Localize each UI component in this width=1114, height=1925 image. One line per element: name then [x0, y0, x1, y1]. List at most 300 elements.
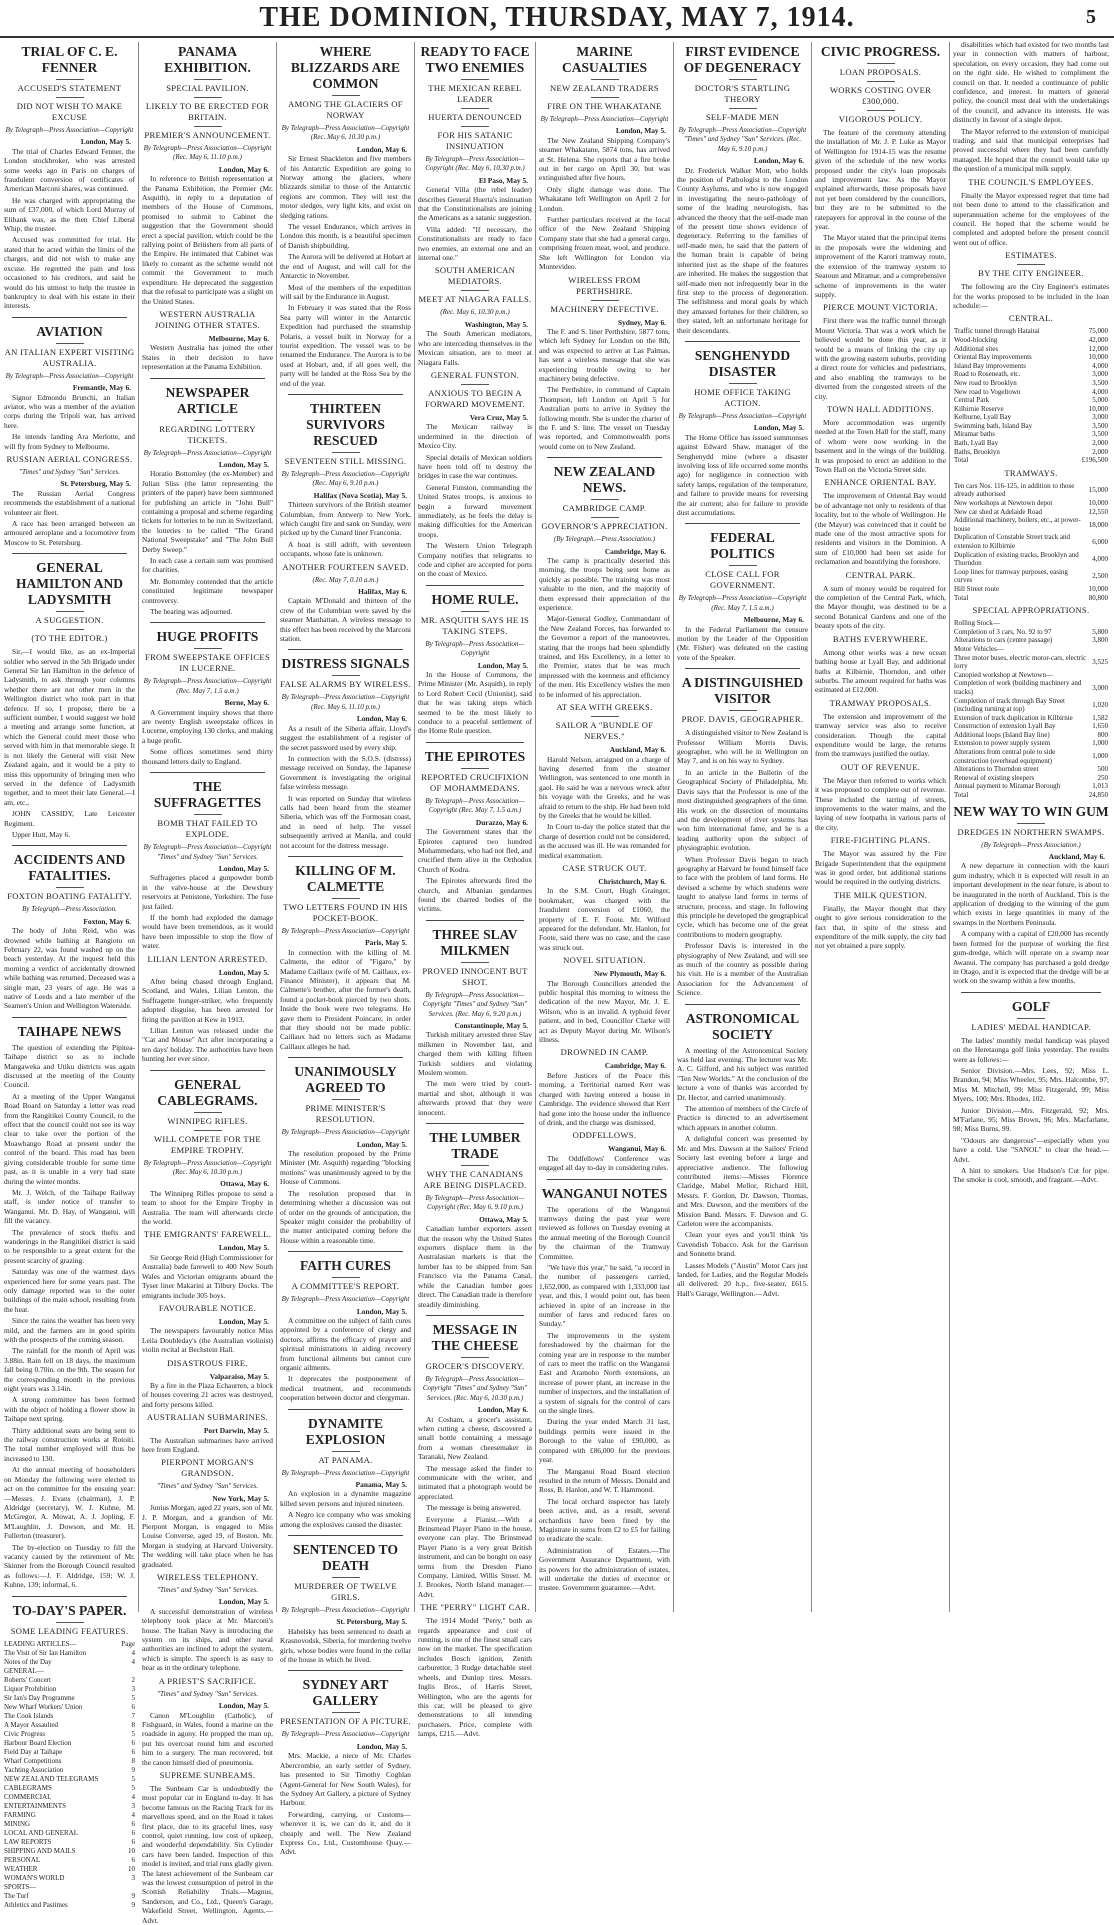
estimates-amount: 3,000: [1092, 683, 1108, 692]
article-divider: [288, 1251, 403, 1252]
column-2: [142, 40, 273, 1925]
feature-label: ENTERTAINMENTS: [4, 1801, 67, 1810]
article-divider: [288, 394, 403, 395]
article-byline: By Telegraph—Press Association—Copyright "Times" and Sydney "Sun" Services. (Rec. May 6, 9.20 p.m.): [422, 990, 528, 1018]
feature-row: [4, 1811, 135, 1820]
article-paragraph: A hint to smokers. Use Hudson's Cut for pipe. The smoke is cool, smooth, and fragrant.—Advt.: [953, 1166, 1109, 1185]
feature-row: [4, 1874, 135, 1883]
estimates-amount: 2,000: [1092, 439, 1108, 448]
estimates-amount: 1,000: [1092, 739, 1108, 748]
article-divider: [12, 1017, 127, 1018]
article-subhead: GROCER'S DISCOVERY.: [425, 1360, 525, 1371]
subhead-rule: [1017, 264, 1045, 265]
estimates-item: Bath, Lyall Bay: [954, 439, 999, 448]
article-dateline: Durazzo, May 6.: [475, 817, 528, 827]
subhead-rule: [591, 499, 619, 500]
article-byline: (Rec. May 6, 10.30 p.m.): [440, 308, 510, 317]
article-paragraph: The Borough Councillors attended the public hospital this morning to witness the dedication of the new Mayor, Mr. J. E. Wilson, who is an invalid. A typhoid fever patient, and in bed, Councillor Clarke will act as Deputy Mayor during Mr. Wilson's illness.: [539, 978, 670, 1045]
feature-page: 6: [131, 1738, 135, 1747]
article-headline: A DISTINGUISHED VISITOR: [681, 675, 804, 707]
estimates-row: [953, 345, 1109, 354]
article-dateline: Constantinople, May 5.: [454, 1020, 528, 1030]
article-headline: SENTENCED TO DEATH: [293, 1542, 398, 1574]
article-paragraph: The extension and improvement of the tramway service was also to receive consideration. Though the capital expenditure would be large, the returns from the tramways justified the outlay.: [815, 711, 946, 759]
estimates-row: [953, 353, 1109, 362]
estimates-item: Hill Street route: [954, 584, 1000, 593]
article-paragraph: The Home Office has issued summonses against Edward Shaw, manager of the Senghenydd mine (where a disaster involving loss of life occurred some months ago) for negligence in connection with safety lamps, regulation of the temperature, and failure to provide means for reversing the air current; also for failure to provide dust accumulations.: [677, 432, 808, 517]
article-paragraph: At Cosham, a grocer's assistant, when cutting a cheese, discovered a small bottle containing a message from a woman cheesemaker in Taranaki, New Zealand.: [418, 1414, 532, 1462]
article-divider: [426, 920, 524, 921]
feature-page: 10: [128, 1864, 135, 1873]
article-dateline: Melbourne, May 6.: [743, 615, 804, 625]
article-subhead: A SUGGESTION.: [35, 615, 104, 626]
article-headline: NEW WAY TO WIN GUM: [953, 803, 1109, 819]
feature-page: 7: [131, 1711, 135, 1720]
article-paragraph: More accommodation was urgently needed at the Town Hall for the staff, many of whom were now working in the basement and in the wings of the building. It was proposed to erect an addition to the Town Hall on the Victoria Street side.: [815, 417, 946, 474]
article-dateline: Berne, May 6.: [224, 698, 269, 708]
article-dateline: London, May 5.: [356, 1741, 407, 1751]
article-subhead: SEVENTEEN STILL MISSING.: [284, 455, 407, 466]
article-paragraph: Before Justices of the Peace this morning, a Territorial named Kerr was charged with having entered a house in Cambridge. The evidence showed that Kerr had gone into the house under the influence of drink, and the charge was dismissed.: [539, 1070, 670, 1127]
estimates-row: [953, 533, 1109, 550]
article-paragraph: A sum of money would be required for the completion of the Central Park, which, the Mayor thought, was destined to be a second Botanical Gardens and one of the beauty spots of the city.: [815, 583, 946, 631]
estimates-item: Central Park: [954, 396, 990, 405]
features-list: [4, 1640, 135, 1910]
article-paragraph: First there was the traffic tunnel through Mount Victoria. That was a work which he believed would be done this year, as it would be a means of linking the city up with the growing eastern suburbs, providing a direct route for vehicles and pedestrians, and also enabling the tramways to be diverted from the congested streets of the city.: [815, 316, 946, 401]
column-rule: [414, 42, 415, 1612]
article-subhead: FROM SWEEPSTAKE OFFICES IN LUCERNE.: [144, 652, 271, 674]
article-subhead: PROF. DAVIS, GEOGRAPHER.: [681, 714, 804, 725]
estimates-row: [953, 765, 1109, 774]
article-subhead: REPORTED CRUCIFIXION OF MOHAMMEDANS.: [421, 771, 529, 793]
article-headline: HUGE PROFITS: [156, 629, 259, 645]
feature-page: 6: [131, 1819, 135, 1828]
estimates-amount: 2,500: [1092, 572, 1108, 581]
estimates-row: [953, 362, 1109, 371]
estimates-item: Additional machinery, boilers, etc., at power-house: [954, 516, 1081, 533]
article-subhead: SUPREME SUNBEAMS.: [159, 1769, 256, 1780]
estimates-item: New car shed at Adelaide Road: [954, 507, 1043, 516]
article-headline: TRIAL OF C. E. FENNER: [21, 44, 118, 75]
column-1: [4, 40, 135, 1909]
article-dateline: London, May 5.: [218, 863, 269, 873]
estimates-row: [953, 336, 1109, 345]
estimates-item: Duplication of Constable Street track and extension to Kilbirnie: [954, 533, 1071, 550]
estimates-item: Duplication of existing tracks, Brooklyn and Thorndon: [954, 550, 1079, 568]
feature-row: [4, 1892, 135, 1901]
article-paragraph: Among other works was a new ocean bathing house at Lyall Bay, and additional baths at Kilbirnie, Thorndon, and other suburbs. The amount required for baths was estimated at £12,000.: [815, 647, 946, 695]
article-byline: (Rec. May 7, 0.10 a.m.): [312, 575, 379, 584]
estimates-item: Alterations to cars (centre passage): [954, 636, 1053, 645]
article-paragraph: The ladies' monthly medal handicap was played on the Heretaunga golf links yesterday. The results were as follows:—: [953, 1035, 1109, 1064]
article-paragraph: JOHN CASSIDY, Late Leicester Regiment.: [4, 809, 135, 828]
estimates-amount: 12,550: [1088, 507, 1108, 516]
subhead-rule: [461, 290, 489, 291]
article-paragraph: In the Federal Parliament the censure motion by the Leader of the Opposition (Mr. Fisher) was defeated on the casting vote of the Speaker.: [677, 624, 808, 662]
article-divider: [150, 1070, 265, 1071]
article-subhead: WINNIPEG RIFLES.: [167, 1115, 248, 1126]
article-headline: MESSAGE IN THE CHEESE: [431, 1321, 519, 1353]
estimates-amount: 2,000: [1092, 447, 1108, 456]
feature-label: The Visit of Sir Ian Hamilton: [4, 1648, 87, 1657]
column-rule: [673, 42, 674, 1612]
article-headline: DISTRESS SIGNALS: [281, 656, 410, 672]
article-paragraph: Junius Morgan, aged 22 years, son of Mr. J. P. Morgan, and a grandson of Mr. Pierpont Morgan, is engaged to Miss Louise Converse, aged 19, of Boston. Mr. Morgan is studying at Harvard University. The wedding will take place when he has graduated.: [142, 1503, 273, 1569]
article-paragraph: In connection with the killing of M. Calmette, the editor of "Figaro," by Madame Caillaux (wife of M. Caillaux, ex-Finance Minister), it appears that M. Calmette's brother, after the former's death, found a pocket-book pierced by two shots. Inside the book were two telegrams. He gave them to President Poincare, in order that they should not be made public. Caillaux had no letters such as Madame Caillaux alleges he had.: [280, 947, 411, 1051]
article-headline: TO-DAY'S PAPER.: [12, 1602, 127, 1618]
article-subhead: CASE STRUCK OUT.: [562, 862, 647, 873]
estimates-amount: 3,000: [1092, 413, 1108, 422]
article-headline: FEDERAL POLITICS: [710, 530, 775, 562]
estimates-item: Traffic tunnel through Hataitai: [954, 327, 1040, 336]
estimates-item: Canopied workshop at Newtown—: [954, 670, 1053, 679]
feature-row: [4, 1757, 135, 1766]
article-paragraph: Major-General Godley, Commandant of the New Zealand Forces, has forwarded to the Governor a report of the manoeuvres, stating that the troops had been splendidly trained, and His Excellency, in a letter to the Premier, states that he was much impressed with the keenness and efficiency of the men. His Excellency wishes the men to be informed of his appreciation.: [539, 614, 670, 699]
estimates-amount: 250: [1097, 773, 1108, 782]
article-divider: [288, 856, 403, 857]
subhead-rule: [729, 565, 757, 566]
article-headline: THE LUMBER TRADE: [429, 1130, 521, 1162]
feature-page: 8: [131, 1720, 135, 1729]
article-paragraph: The Aurora will be delivered at Hobart at the end of August, and will call for the Antarctic in November.: [280, 252, 411, 281]
article-dateline: Vera Cruz, May 5.: [469, 412, 528, 422]
article-byline: By Telegraph—Press Association—Copyright (Rec. May 6, 9.10 p.m.): [425, 1194, 525, 1212]
article-paragraph: Suffragettes placed a gunpowder bomb in the valve-house at the Dewsbury reservoirs at Penistone, Yorkshire. The fuse just failed.: [142, 873, 273, 911]
article-byline: By Telegraph—Press Association—Copyright (Rec. May 6, 11.10 p.m.): [281, 693, 410, 711]
estimates-amount: 3,500: [1092, 430, 1108, 439]
feature-row: [4, 1802, 135, 1811]
subhead-rule: [591, 300, 619, 301]
article-subhead: MR. ASQUITH SAYS HE IS TAKING STEPS.: [420, 614, 530, 636]
subhead-rule: [729, 383, 757, 384]
article-paragraph: The question of extending the Pipitea-Taihape district so as to include Mangaweka and Utiku districts was again discussed at the meeting of the County Council.: [4, 1042, 135, 1090]
article-byline: By Telegraph—Press Association—Copyright (Rec. May 6, 10.30 p.m.): [425, 155, 525, 173]
feature-label: LOCAL AND GENERAL: [4, 1828, 79, 1837]
article-dateline: London, May 5.: [218, 1243, 269, 1253]
article-subhead: NEW ZEALAND TRADERS: [550, 83, 659, 93]
subhead-rule: [729, 710, 757, 711]
feature-row: [4, 1820, 135, 1829]
estimates-item: Island Bay improvements: [954, 361, 1026, 370]
estimates-row: [953, 482, 1109, 499]
article-paragraph: The Oddfellows' Conference was engaged all day to-day in considering rules.: [539, 1153, 670, 1173]
article-paragraph: The Winnipeg Rifles propose to send a team to shoot for the Empire Trophy in Australia. The team will afterwards circle the world.: [142, 1188, 273, 1227]
estimates-row: [953, 731, 1109, 740]
article-subhead: AN ITALIAN EXPERT VISITING AUSTRALIA.: [4, 346, 135, 368]
article-paragraph: He was charged with appropriating the sum of £37,000, of which Lord Murray of Elibank was, as the then Chief Liberal Whip, the trustee.: [4, 195, 135, 234]
article-dateline: Cambridge, May 6.: [604, 1061, 666, 1071]
feature-row: [4, 1847, 135, 1856]
subhead-rule: [461, 108, 489, 109]
estimates-item: Total: [954, 456, 969, 465]
feature-label: Liquor Prohibition: [4, 1684, 57, 1693]
estimates-amount: 10,000: [1088, 404, 1108, 413]
feature-row: [4, 1703, 135, 1712]
estimates-amount: 3,500: [1092, 378, 1108, 387]
subhead-rule: [867, 63, 895, 64]
article-subhead: (TO THE EDITOR.): [31, 633, 108, 644]
article-paragraph: Thirty additional seats are being sent to the railway construction works at Rotoiti. The total number employed will thus be increased to 130.: [4, 1425, 135, 1463]
article-paragraph: The trial of Charles Edward Fenner, the London stockbroker, who was arrested some weeks ago in Paris on charges of fraudulent conversion of certificates of American Marconi shares, was continued.: [4, 146, 135, 194]
article-paragraph: The vessel Endurance, which arrives in London this month, is a beautiful specimen of Danish shipbuilding.: [280, 222, 411, 250]
article-subhead: ODDFELLOWS.: [572, 1130, 637, 1141]
article-headline: ASTRONOMICAL SOCIETY: [685, 1010, 800, 1042]
article-dateline: London, May 5.: [753, 423, 804, 433]
feature-row: [4, 1901, 135, 1910]
feature-row: [4, 1694, 135, 1703]
estimates-row: [953, 405, 1109, 414]
article-paragraph: A Negro ice company who was smoking among the explosives caused the disaster.: [280, 1510, 411, 1529]
article-dateline: London, May 5.: [80, 137, 131, 147]
article-paragraph: In the S.M. Court, Hugh Grainger, bookmaker, was charged with the fraudulent conversion of £1060, the property of E. F. Foote. Mr. Wilford appeared for the defendant. Mr. Hanlon, for Foote, said there was no case, and the case was struck out.: [539, 886, 670, 952]
article-subhead: DID NOT WISH TO MAKE EXCUSE: [16, 101, 123, 122]
feature-row: [4, 1775, 135, 1784]
estimates-amount: [1088, 671, 1109, 680]
estimates-item: Extension to power supply system: [954, 739, 1051, 748]
article-paragraph: A company with a capital of £20,000 has recently been formed for the purpose of working the first gum-dredge, which will operate on a swamp near Awanui. The company has purchased a gold dredge in Otago, and it is expected that the dredge will be at work on the swamp within a few months.: [953, 929, 1109, 986]
estimates-amount: [1088, 645, 1109, 654]
article-paragraph: The hearing was adjourned.: [150, 607, 233, 617]
subhead-rule: [332, 452, 360, 453]
feature-label: LAW REPORTS: [4, 1837, 52, 1846]
article-byline: (By Telegraph.—Press Association.): [553, 535, 656, 544]
feature-label: The Turf: [4, 1891, 29, 1900]
estimates-table: [953, 619, 1109, 799]
article-subhead: CAMBRIDGE CAMP.: [562, 503, 647, 514]
estimates-item: Loop lines for tramway purposes, easing curves: [954, 567, 1068, 585]
article-dateline: London, May 5.: [356, 1139, 407, 1149]
article-dateline: Sydney, May 6.: [617, 317, 666, 327]
feature-page: 3: [131, 1873, 135, 1882]
article-divider: [12, 317, 127, 318]
article-subhead: BATHS EVERYWHERE.: [832, 633, 929, 644]
estimates-row: [953, 782, 1109, 791]
article-headline: SENGHENYDD DISASTER: [694, 347, 791, 379]
column-3: [280, 40, 411, 1857]
article-paragraph: Senior Division.—Mrs. Lees, 92; Miss L. Brandon, 94; Miss Wheeler, 95; Mrs. Halcombe, 97; Miss M. Mitchell, 99; Miss Fitzgerald, 99; Miss Myers, 100; Mrs. Rhodes, 102.: [953, 1065, 1109, 1104]
article-divider: [288, 1670, 403, 1671]
article-paragraph: A Government inquiry shows that there are twenty English sweepstake offices in Lucerne, employing 130 clerks, and making a huge profit.: [142, 707, 273, 745]
estimates-item: Total: [954, 791, 969, 800]
subhead-rule: [729, 108, 757, 109]
subhead-rule: [194, 79, 222, 80]
estimates-row: [953, 628, 1109, 637]
article-subhead: FIRE ON THE WHAKATANE: [547, 101, 662, 111]
article-subhead: WIRELESS FROM PERTHSHIRE.: [568, 274, 641, 296]
estimates-amount: 1,013: [1092, 782, 1108, 791]
article-paragraph: The Perthshire, in command of Captain Thompson, left London on April 5 for Australian ports to arrive in Sydney the following month. She is under the charter of the F. and S. line. The vessel on Tuesday was reported, and Commonwealth ports would come on to New Zealand.: [539, 385, 670, 451]
estimates-row: [953, 671, 1109, 680]
feature-row: [4, 1658, 135, 1667]
subhead-rule: [56, 887, 84, 888]
estimates-amount: 1,650: [1092, 722, 1108, 731]
article-paragraph: The body of John Reid, who was drowned while bathing at Rangiotu on February 22, was found washed up on the beach yesterday. At the inquest held this morning a verdict of accidentally drowned while bathing was returned. Deceased was a single man, 23 years of age. He was a native of Leeds and a late member of the Seamen's Union and Wellington Waterside.: [4, 926, 135, 1011]
article-divider: [426, 585, 524, 586]
article-byline: By Telegraph—Press Association—Copyright: [281, 1468, 410, 1477]
article-dateline: Port Darwin, May 5.: [203, 1426, 269, 1436]
article-dateline: London, May 6.: [218, 164, 269, 174]
article-paragraph: Junior Division.—Mrs. Fitzgerald, 92; Mrs. M'Farlane, 95; Miss Brown, 96; Mrs. Macfarlane, 98; Miss Burns, 99.: [953, 1105, 1109, 1134]
article-subhead: PREMIER'S ANNOUNCEMENT.: [144, 130, 271, 140]
estimates-amount: 5,000: [1092, 396, 1108, 405]
estimates-amount: 3,800: [1092, 636, 1108, 645]
article-paragraph: In reference to British representation at the Panama Exhibition, the Premier (Mr. Asquith), in reply to a deputation of members of the House of Commons, promised to submit to Cabinet the suggestion that the Government should erect a special pavilion, which could be the rallying point of Britishers from all parts of the Empire. He intimated that Cabinet was likely to consent as the scheme would not commit the Government to much expenditure. He deprecated the suggestion that the refusal to participate was a slight on the United States.: [142, 174, 273, 306]
article-headline: THIRTEEN SURVIVORS RESCUED: [306, 400, 385, 448]
article-paragraph: A distinguished visitor to New Zealand is Professor William Morris Davis, geographer, who will be in Wellington on May 7, and is on his way to Sydney.: [677, 728, 808, 766]
article-dateline: London, May 5.: [477, 660, 528, 670]
article-paragraph: Finally the Mayor expressed regret that time had not been done to attend to the classification and superannuation scheme for the employees of the council. He hoped that the scheme would be completed and adopted before the present council went out of office.: [953, 190, 1109, 247]
article-paragraph: The resolution proposed by the Prime Minister (Mr. Asquith) regarding "blocking motions" was unanimously agreed to by the House of Commons.: [280, 1149, 411, 1187]
article-headline: CIVIC PROGRESS.: [820, 44, 941, 59]
feature-label: Harbour Board Election: [4, 1738, 72, 1747]
article-subhead: THE MEXICAN REBEL LEADER: [428, 83, 522, 104]
article-paragraph: Mr. Bottomley contended that the article constituted legitimate newspaper controversy.: [142, 576, 273, 605]
estimates-item: Motor Vehicles—: [954, 644, 1004, 653]
article-paragraph: When Professor Davis began to teach geography at Harvard he found himself face to face with the problem of land forms. He devised a scheme by which students were taught to analyse land forms in terms of structure, process, and stage. In following this principle he developed the geographical cycle, which has become one of the great contributions to modern geography.: [677, 854, 808, 939]
feature-label: Sir Ian's Day Programme: [4, 1693, 75, 1702]
article-paragraph: The New Zealand Shipping Company's steamer Whakatane, 5874 tons, has arrived at St. Helena. She reports that a fire broke out in her cargo on April 30, but was extinguished after five hours.: [539, 135, 670, 183]
estimates-amount: 4,000: [1092, 387, 1108, 396]
article-paragraph: disabilities which had existed for two months last year in connection with matters of harbour, speculation, on every occasion, they had come out on the right side. He wished to compliment the council on that. It needed a continuance of public confidence, and interest. In matters of general policy, the council must deal with the undertakings of the council, and advance its interests. He was distinctly in favour of a single depot.: [953, 40, 1109, 125]
subhead-rule: [729, 79, 757, 80]
article-paragraph: The newspapers favourably notice Miss Leila Doubleday's (the Australian violinist) violin recital at Bechstein Hall.: [142, 1326, 273, 1355]
feature-label: Roberts' Concert: [4, 1675, 51, 1684]
column-rule: [811, 42, 812, 1612]
article-byline: (By Telegraph—Press Association.): [981, 840, 1081, 849]
estimates-heading: CENTRAL.: [1008, 313, 1054, 324]
estimates-row: [953, 327, 1109, 336]
column-rule: [949, 42, 950, 1612]
article-dateline: Ottawa, May 6.: [220, 1179, 269, 1189]
feature-row: [4, 1793, 135, 1802]
estimates-row: [953, 516, 1109, 533]
article-paragraph: Sir Ernest Shackleton and five members of his Antarctic Expedition are going to Norway among the glaciers, where blizzards similar to those of the Antarctic regions are common. They will test the motor sledges, very light kits, and exist on sledging rations.: [280, 154, 411, 220]
article-divider: [685, 668, 800, 669]
article-paragraph: Most of the members of the expedition will sail by the Endurance in August.: [280, 282, 411, 301]
masthead: [0, 0, 1114, 38]
article-subhead: PRESENTATION OF A PICTURE.: [280, 1716, 411, 1727]
article-subhead: ENHANCE ORIENTAL BAY.: [824, 477, 937, 488]
feature-row: [4, 1739, 135, 1748]
article-dateline: El Paso, May 5.: [478, 175, 528, 185]
article-paragraph: At a meeting of the Upper Wanganui Road Board on Saturday a letter was read from the Rangitikei County Council, to the effect that the council could not see its way clear to take over the portion of the Moawhango Road at present under the control of the board. This road has been giving considerable trouble for some time past, as it is unable in a very bad state during the winter months.: [4, 1091, 135, 1186]
subhead-rule: [56, 629, 84, 630]
article-paragraph: The prevalence of stock thefts and wanderings in the Rangitikei district is said to be responsible to a great extent for the present scarcity of grazing.: [4, 1227, 135, 1265]
article-paragraph: Thirteen survivors of the British steamer Columbian, from Antwerp to New York, which caught fire and sank on Sunday, were picked up by the Cunard liner Franconia.: [280, 500, 411, 538]
article-subhead: PRIME MINISTER'S RESOLUTION.: [305, 1103, 386, 1125]
article-dateline: Melbourne, May 6.: [208, 333, 269, 343]
estimates-amount: 75,000: [1088, 327, 1108, 336]
subhead-rule: [56, 97, 84, 98]
subhead-rule: [591, 97, 619, 98]
article-subhead: TRAMWAY PROPOSALS.: [829, 697, 932, 708]
article-subhead: SELF-MADE MEN: [705, 112, 780, 122]
article-subhead: MEET AT NIAGARA FALLS.: [418, 294, 532, 305]
article-paragraph: The feature of the ceremony attending the installation of Mr. J. P. Luke as Mayor of Wellington for 1914-15 was the resume given of the schedule of the new works proposed under the city's loan proposals and improvement law. As the Mayor explained afterwards, these proposals have not yet been considered by the councillors, but they are to be submitted to the ratepayers for approval in the course of the year.: [815, 128, 946, 232]
estimates-item: Wood-blocking: [954, 335, 998, 344]
article-paragraph: Professor Davis is interested in the physiography of New Zealand, and will see as much of the country as possible during his visit. He is a member of the Australian Association for the Advancement of Science.: [677, 941, 808, 998]
feature-row: [4, 1766, 135, 1775]
article-paragraph: As a result of the Siberia affair, Lloyd's suggest the establishment of a register of the secret password used by every ship.: [280, 723, 411, 752]
estimates-amount: [1088, 619, 1109, 628]
article-byline: By Telegraph—Press Association—Copyright (Rec. May 7, 1.5 a.m.): [678, 594, 807, 612]
article-dateline: Christchurch, May 6.: [598, 876, 666, 886]
article-paragraph: Since the rains the weather has been very mild, and the farmers are in good spirits with the prospects of the coming season.: [4, 1316, 135, 1344]
estimates-item: Ten cars Nos. 116-125, in addition to those already authorised: [954, 481, 1075, 499]
estimates-amount: 5,800: [1092, 627, 1108, 636]
estimates-item: Renewal of existing sleepers: [954, 773, 1035, 782]
article-paragraph: General Villa (the rebel leader) describes General Huerta's insinuation that the Constitutionalists are joining the Americans as a satanic suggestion.: [418, 185, 532, 223]
feature-label: WOMAN'S WORLD: [4, 1873, 65, 1882]
feature-label: Civic Progress: [4, 1729, 46, 1738]
subhead-rule: [332, 898, 360, 899]
feature-row: [4, 1649, 135, 1658]
article-paragraph: In connection with the S.O.S. (distress) message received on Sunday, the Japanese Government is investigating the original false wireless message.: [280, 753, 411, 792]
feature-label: NEW ZEALAND TELEGRAMS: [4, 1774, 99, 1783]
article-paragraph: The F. and S. liner Perthshire, 5877 tons, which left Sydney for London on the 8th, and was expected to arrive at Las Palmas, has sent a wireless message that she was experiencing trouble owing to her machinery being defective.: [539, 326, 670, 383]
article-subhead: ESTIMATES.: [1005, 250, 1057, 261]
article-subhead: AT PANAMA.: [318, 1454, 373, 1465]
column-rule: [535, 42, 536, 1612]
article-paragraph: The operations of the Wanganui tramways during the past year were reviewed as follows on Tuesday evening at the annual meeting of the Borough Council by the chairman of the Tramway Committee.: [539, 1204, 670, 1261]
article-headline: NEWSPAPER ARTICLE: [165, 384, 250, 416]
article-byline: "Times" and Sydney "Sun" Services.: [157, 1586, 258, 1595]
estimates-row: [953, 413, 1109, 422]
article-subhead: DREDGES IN NORTHERN SWAMPS.: [957, 826, 1105, 837]
estimates-row: [953, 448, 1109, 457]
article-paragraph: A boat is still adrift, with seventeen occupants, whose fate is unknown.: [280, 539, 411, 559]
subhead-rule: [1017, 1018, 1045, 1019]
feature-label: Field Day at Taihape: [4, 1747, 63, 1756]
article-byline: "Times" and Sydney "Sun" Services.: [157, 1689, 258, 1698]
article-dateline: Auckland, May 6.: [1048, 852, 1105, 862]
article-divider: [150, 622, 265, 623]
article-paragraph: Signor Edmondo Brunchi, an Italian aviator, who was a member of the aviation corps during the Tripoli war, has arrived here.: [4, 392, 135, 430]
estimates-amount: 10,000: [1088, 499, 1108, 508]
article-paragraph: Western Australia has joined the other States in their decision to have representation at the Panama Exhibition.: [142, 343, 273, 372]
article-paragraph: Lasses Models ("Austin" Motor Cars just landed, for Ladies, and the Regular Models all delivered. 20 h.p., five-seater, £615. Hall's Garage, Wellington.—Advt.: [677, 1260, 808, 1298]
article-paragraph: The Mayor stated that the principal items in the proposals were the widening and improvement of the Karori tramway route, the extension of the tramway system to Seatoun and Miramar, and a comprehensive scheme of improvements in the water supply.: [815, 233, 946, 299]
estimates-item: Construction of extension Lyall Bay: [954, 722, 1056, 731]
article-dateline: London, May 5.: [218, 1316, 269, 1326]
article-paragraph: It was reported on Sunday that wireless calls had been heard from the steamer Siberia, which was off the Formosan coast, and in need of help. The vessel subsequently arrived at Manila, and could not account for the distress message.: [280, 793, 411, 850]
estimates-item: Alterations from central pole to side construction (overhead equipment): [954, 748, 1056, 765]
feature-page: 6: [131, 1747, 135, 1756]
article-paragraph: A race has been arranged between an armoured aeroplane and a locomotive from Moscow to St. Petersburg.: [4, 519, 135, 547]
article-byline: By Telegraph—Press Association—Copyright (Rec. May 6, 10.30 p.m.): [281, 124, 410, 142]
estimates-row: [953, 748, 1109, 765]
feature-label: FARMING: [4, 1810, 36, 1819]
article-subhead: SPECIAL PAVILION.: [166, 83, 249, 93]
estimates-item: Alterations to Thorndon street: [954, 765, 1039, 774]
estimates-item: Additional loops (Island Bay line): [954, 730, 1050, 739]
article-subhead: WILL COMPETE FOR THE EMPIRE TROPHY.: [154, 1133, 261, 1155]
article-subhead: PIERCE MOUNT VICTORIA.: [823, 302, 938, 313]
article-dateline: London, May 5.: [218, 1701, 269, 1711]
article-dateline: Washington, May 5.: [464, 319, 528, 329]
article-subhead: TOWN HALL ADDITIONS.: [827, 403, 934, 414]
article-paragraph: The 1914 Model "Perry," both as regards appearance and cost of running, is one of the finest small cars now on the market. The specification includes Bosch ignition, Zenith carburettor, 3 Rudge detachable steel wheels, and Dunlop tires. Messrs. Inglis Bros., of Harris Street, Wellington, who are the agents for this car, will be pleased to give demonstrations to all intending purchasers. Price, complete with lamps, £215.—Advt.: [418, 1616, 532, 1739]
estimates-row: [953, 679, 1109, 696]
article-byline: By Telegraph—Press Association—Copyright "Times" and Sydney "Sun" Services. (Rec. May 6, 10.30 p.m.): [422, 1374, 528, 1402]
estimates-row: [953, 499, 1109, 508]
article-subhead: FAVOURABLE NOTICE.: [158, 1302, 257, 1313]
feature-label: A Mayor Assaulted: [4, 1720, 59, 1729]
article-headline: GOLF: [1011, 998, 1051, 1014]
subhead-rule: [194, 648, 222, 649]
article-dateline: London, May 5.: [218, 967, 269, 977]
article-paragraph: Everyone a Pianist.—With a Brinsmead Player Piano in the house, everyone can play. The Brinsmead Player Piano is a very great British instrument, and can be bought on easy terms from the Dresden Piano Company, Limited, Willis Street. M. J. Brookes, North Island manager.—Advt.: [418, 1514, 532, 1599]
